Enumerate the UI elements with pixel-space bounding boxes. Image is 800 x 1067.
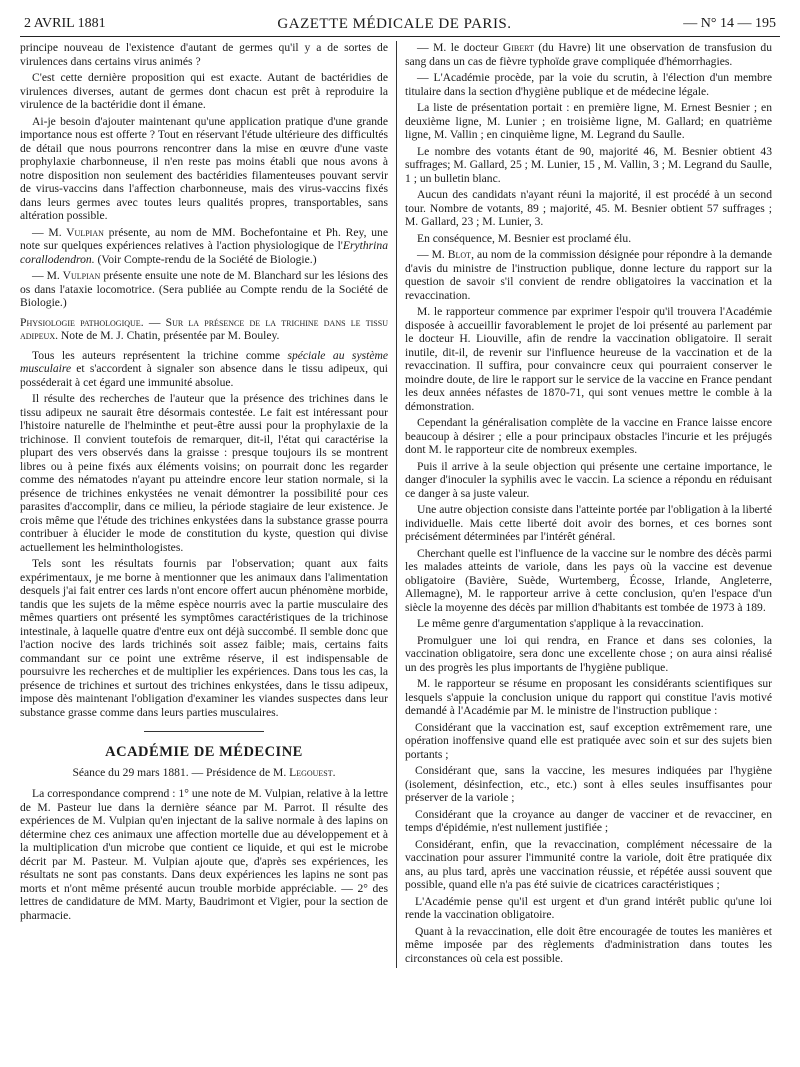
author-name: M. Vulpian (46, 269, 101, 282)
paragraph (20, 269, 388, 310)
header-title: GAZETTE MÉDICALE DE PARIS. (277, 16, 512, 32)
paragraph: M. le rapporteur se résume en proposant les considérants scientifiques sur lesquels s'appuie la conclusion unique du rapport qui constitue l'avis motivé demandé à l'Académie par M. le ministre de l'instruction publique : (405, 677, 772, 717)
section-divider (144, 731, 264, 732)
paragraph: Le même genre d'argumentation s'applique à la revaccination. (417, 617, 704, 630)
right-column (396, 41, 772, 968)
section-label: Physiologie pathologique. (20, 315, 144, 329)
paragraph: Il résulte des recherches de l'auteur que la présence des trichines dans le tissu adipeux ne saurait être désormais contestée. Le fait est intéressant pour l'histoire naturelle de l'helminthe et peut-être aussi pour la prophylaxie de la trichinose. Il convient toutefois de remarquer, dit-il, l'état qui caractérise la plupart des vers observés dans la graisse : presque toujours ils se montrent libres ou à peine fixés aux éléments voisins; on pourrait donc les regarder comme des nématodes n'ayant pu atteindre encore leur station normale, si la présence de trichines enkystées ne venait démontrer la possibilité pour ces parasites d'accomplir, dans ce milieu, la période stagiaire de leur existence. Je crois même que l'étude des trichines enkystées dans la substance grasse pourra contribuer à élucider le mode de constitution du kyste, question qui divise actuellement les helminthologistes. (20, 392, 388, 554)
paragraph (405, 41, 772, 68)
considerants-list (405, 721, 772, 966)
paragraph: Tels sont les résultats fournis par l'observation; quant aux faits expérimentaux, je me borne à mentionner que les animaux dans l'alimentation desquels j'ai fait entrer ces lards n'ont encore offert aucun phénomène morbide, tandis que les sujets de la même espèce nourris avec la partie musculaire des mêmes quartiers ont présenté les symptômes caractéristiques de la trichinose intestinale, à laquelle quatre d'entre eux ont déjà succombé. Il semble donc que l'action nocive des lards trichinés soit assez faible; mais, certains faits commandant sur ce point une extrême réserve, il est indispensable de poursuivre les recherches et de multiplier les expériences. Dans tous les cas, la présence de trichines et surtout des trichines enkystées, dans le tissu adipeux, impose dès maintenant l'obligation d'examiner les viandes suspectes dans leur substance grasse comme dans leurs parties musculaires. (20, 557, 388, 719)
paragraph (20, 226, 388, 267)
paragraph: En conséquence, M. Besnier est proclamé élu. (417, 231, 632, 245)
text-run: — M. le docteur (417, 41, 503, 54)
dash: — (32, 225, 49, 239)
author-name: M. Vulpian (48, 225, 104, 239)
text-run: Séance du 29 mars 1881. — Présidence de M. (72, 765, 290, 779)
text-run: présente ensuite une note de M. Blanchard sur les lésions des os dans l'ataxie locomotrice. (Sera publiée au Compte rendu de la Société de Biologie.) (20, 269, 388, 309)
species-name: Erythrina corallodendron. (20, 239, 388, 266)
considerant-item: Quant à la revaccination, elle doit être encouragée de toutes les manières et même imposée par des règlements d'administration dans toutes les circonstances où cela est possible. (405, 924, 772, 965)
paragraph: M. le rapporteur commence par exprimer l'espoir qu'il trouvera l'Académie disposée à accueillir favorablement le projet de loi présenté au parlement par le docteur H. Liouville, afin de rendre la vaccination obligatoire. Il serait inutile, dit-il, de revenir sur l'influence heureuse de la vaccination et de la revaccination. Il suffira, pour convaincre ceux qui pourraient conserver le moindre doute, de lire le rapport sur le service de la vaccine en France pendant les deux années néfastes de 1870-71, qui sont venues mettre le comble à la démonstration. (405, 305, 772, 413)
text-run: — M. (417, 248, 448, 261)
author-name: Gibert (502, 41, 534, 54)
paragraph: Promulguer une loi qui rendra, en France et dans ses colonies, la vaccination obligatoire, sera donc une excellente chose ; on aura ainsi réalisé un des progrès les plus importants de l'hygiène publique. (405, 633, 772, 674)
paragraph (405, 248, 772, 302)
paragraph: principe nouveau de l'existence d'autant de germes qu'il y a de sortes de virulences dans certains virus animés ? (20, 41, 388, 68)
paragraph: Une autre objection consiste dans l'atteinte portée par l'obligation à la liberté individuelle. Mais cette liberté doit avoir des bornes, et ces bornes sont précisément déterminées par l'intérêt général. (405, 503, 772, 543)
paragraph: Cherchant quelle est l'influence de la vaccine sur le nombre des décès parmi les malades atteints de variole, dans les pays où la vaccine est devenue obligatoire (Bavière, Suède, Wurtemberg, Écosse, Irlande, Angleterre, Allemagne), M. le rapporteur arrive à cette conclusion, qu'en l'espace d'un siècle la moyenne des décès par million d'habitants est tombée de 1973 à 189. (405, 546, 772, 614)
paragraph: C'est cette dernière proposition qui est exacte. Autant de bactéridies de virulences diverses, autant de germes dont chacun est prêt à reproduire la virulence de la bactéridie dont il émane. (20, 71, 388, 111)
dash: — (32, 269, 47, 282)
text-run: et s'accordent à signaler son absence dans le tissu adipeux, qui posséderait à cet égard une immunité absolue. (20, 362, 388, 389)
paragraph: Puis il arrive à la seule objection qui présente une certaine importance, le danger d'inoculer la syphilis avec le vaccin. La science a répondu en réduisant ce danger à sa juste valeur. (405, 459, 772, 500)
seance-line (20, 766, 388, 780)
text-run: (Voir Compte-rendu de la Société de Biologie.) (94, 252, 317, 266)
text-run: Tous les auteurs représentent la trichine comme (32, 348, 288, 362)
academie-title: ACADÉMIE DE MÉDECINE (105, 744, 303, 760)
paragraph: Ai-je besoin d'ajouter maintenant qu'une application pratique d'une grande importance nous est offerte ? Tout en réservant l'étude ultérieure des difficultés de détail que nous pourrons rencontrer dans la mise en œuvre d'une vaste prophylaxie charbonneuse, il n'en reste pas moins établi que nous avons à notre disposition non seulement des bactéridies filamenteuses pouvant servir de virus-vaccins dans l'affection charbonneuse, mais des virus-vaccins fixés dans leurs germes avec toutes leurs qualités propres, transportables, sans altération possible. (20, 114, 388, 222)
text-run: (du Havre) lit une observation de transfusion du sang dans un cas de fièvre typhoïde grave compliquée d'hémorrhagies. (405, 41, 772, 68)
paragraph: La liste de présentation portait : en première ligne, M. Ernest Besnier ; en deuxième ligne, M. Lunier ; en troisième ligne, M. Gallard; en quatrième ligne, M. Vallin ; en cinquième ligne, M. Legrand du Saulle. (405, 101, 772, 141)
considerant-item: Considérant que, sans la vaccine, les mesures indiquées par l'hygiène (isolement, désinfection, etc., etc.) sont à elles seules insuffisantes pour préserver de la variole ; (405, 764, 772, 804)
section-author: Note de M. J. Chatin, présentée par M. Bouley. (58, 329, 280, 342)
author-name: Blot (447, 248, 472, 261)
columns (20, 41, 780, 968)
text-run: . (332, 765, 336, 779)
section-subject: — Sur la présence de la trichine dans le tissu adipeux. (20, 315, 388, 342)
considerant-item: L'Académie pense qu'il est urgent et d'un grand intérêt public qu'une loi rende la vaccination obligatoire. (405, 894, 772, 921)
left-column (20, 41, 396, 968)
page-header (20, 16, 780, 37)
president-name: Legouest (289, 765, 333, 779)
header-page-number: — N° 14 — 195 (683, 16, 776, 31)
paragraph: Cependant la généralisation complète de la vaccine en France laisse encore beaucoup à désirer ; elle a pour principaux obstacles l'incurie et les préjugés dont M. le rapporteur cite de nombreux exemples. (405, 416, 772, 456)
text-run: , au nom de la commission désignée pour répondre à la demande d'avis du ministre de l'instruction publique, donne lecture du rapport sur la question de savoir s'il convient de rendre obligatoires la vaccination et la revaccination. (405, 248, 772, 302)
text-run: présente, au nom de MM. Bochefontaine et Ph. Rey, une note sur quelques expériences relatives à l'action physiologique de l' (20, 225, 388, 252)
considerant-item: Considérant que la vaccination est, sauf exception extrêmement rare, une opération inoffensive quand elle est pratiquée avec soin et sur des sujets bien portants ; (405, 720, 772, 761)
emphasis: spéciale au système musculaire (20, 348, 388, 375)
paragraph: Aucun des candidats n'ayant réuni la majorité, il est procédé à un second tour. Nombre de votants, 89 ; majorité, 45. M. Besnier obtient 57 suffrages ; M. Gallard, 23 ; M. Lunier, 3. (405, 188, 772, 228)
paragraph: La correspondance comprend : 1° une note de M. Vulpian, relative à la lettre de M. Pasteur lue dans la dernière séance par M. Parrot. Il résulte des expériences de M. Vulpian qu'en injectant de la salive normale à des lapins on détermine chez ces animaux une affection mortelle due au développement et à la multiplication d'un microbe que contient ce liquide, et qui est le microbe décrit par M. Pasteur. M. Vulpian ajoute que, d'après ses expériences, les résultats ne sont pas constants. Dans deux expériences les lapins ne sont pas morts et n'ont même présenté aucun trouble morbide appréciable. — 2° des lettres de candidature de MM. Marty, Baudrimont et Vigier, pour la section de pharmacie. (20, 787, 388, 922)
considerant-item: Considérant, enfin, que la revaccination, complément nécessaire de la vaccination pour assurer l'immunité contre la variole, doit être pratiquée dix ans, au plus tard, après une vaccination réussie, et répétée aussi souvent que possible, quand elle n'a pas été suivie de cicatrices caractéristiques ; (405, 837, 772, 891)
section-heading (20, 316, 388, 343)
paragraph: Le nombre des votants étant de 90, majorité 46, M. Besnier obtient 43 suffrages; M. Gallard, 25 ; M. Lunier, 15 , M. Vallin, 3 ; M. Legrand du Saulle, 1 ; un bulletin blanc. (405, 144, 772, 185)
paragraph (20, 349, 388, 390)
considerant-item: Considérant que la croyance au danger de vacciner et de revacciner, en temps d'épidémie, n'est nullement justifiée ; (405, 807, 772, 834)
header-date: 2 AVRIL 1881 (24, 16, 106, 31)
paragraph: — L'Académie procède, par la voie du scrutin, à l'élection d'un membre titulaire dans la section d'hygiène publique et de médecine légale. (405, 71, 772, 98)
